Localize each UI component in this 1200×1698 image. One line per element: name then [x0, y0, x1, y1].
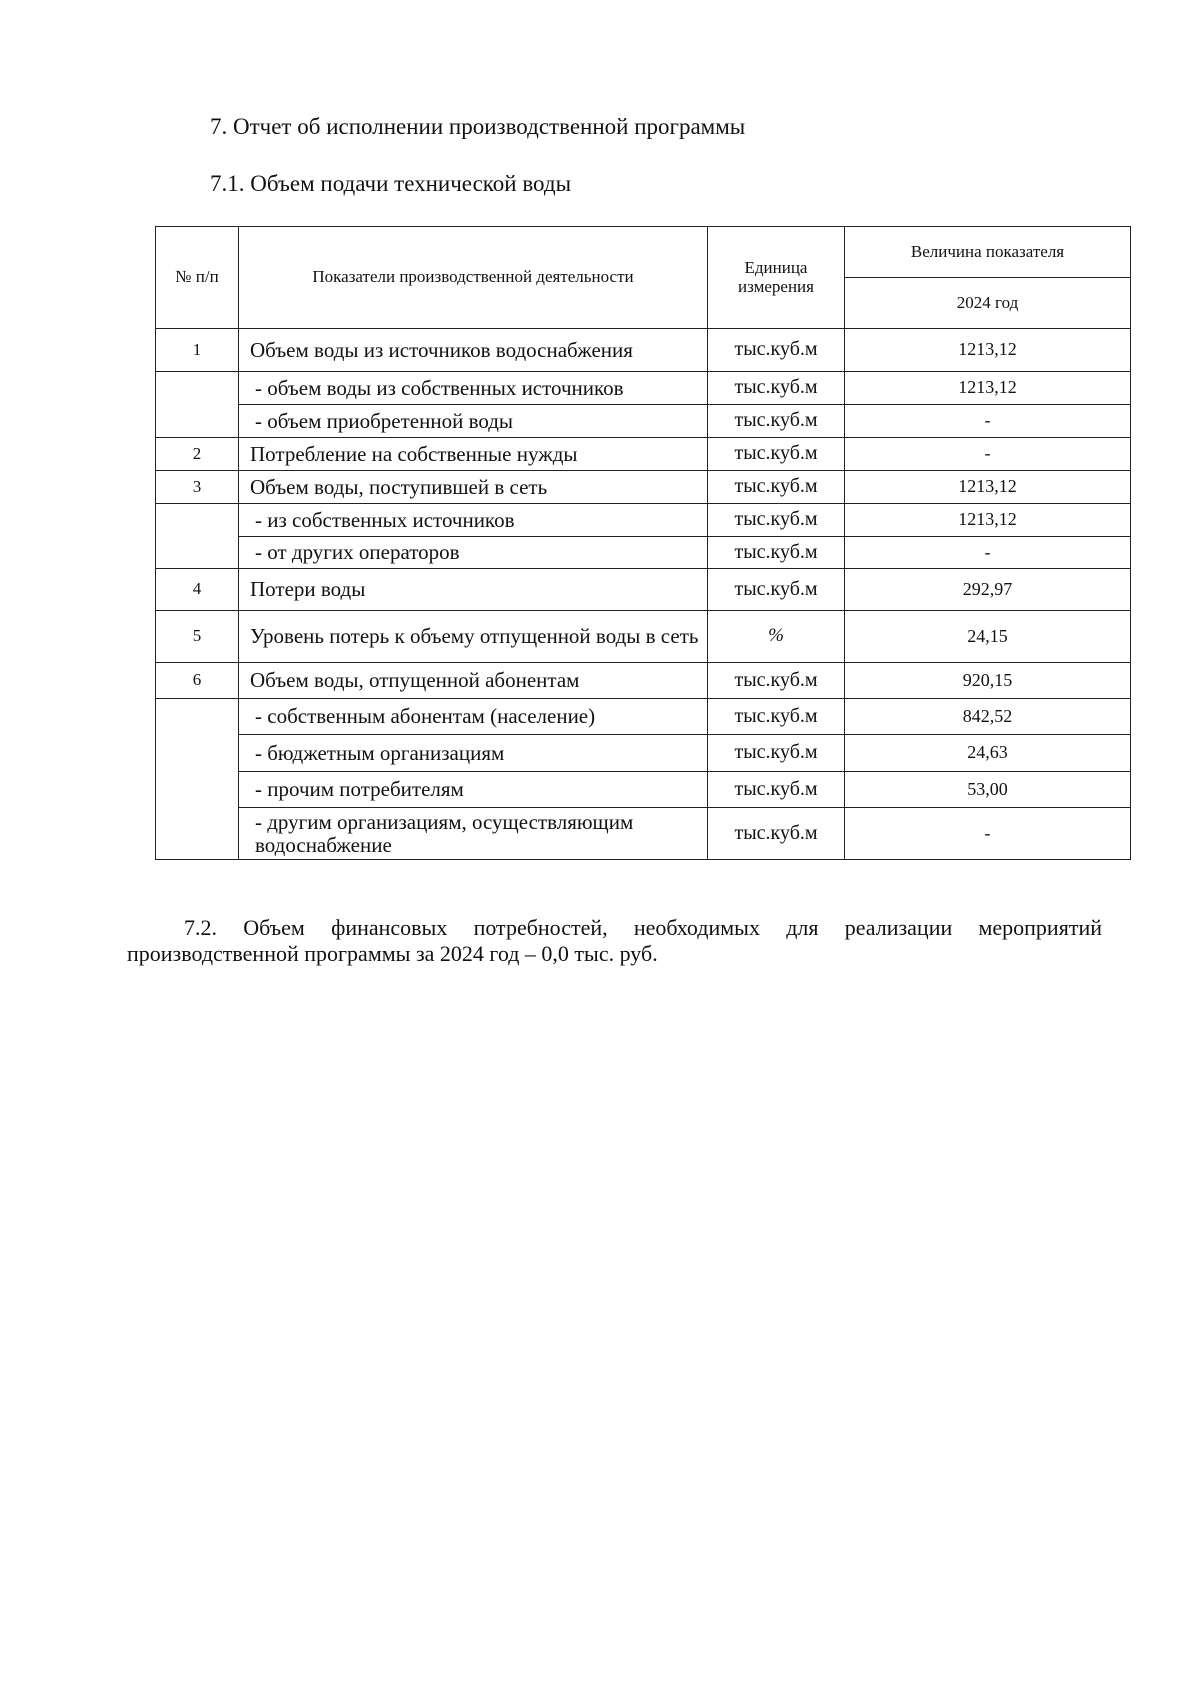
row-value: - [845, 405, 1131, 438]
row-unit: % [708, 611, 845, 663]
header-unit: Единица измерения [708, 227, 845, 329]
row-unit: тыс.куб.м [708, 372, 845, 405]
row-num-empty [156, 504, 239, 569]
row-num: 5 [156, 611, 239, 663]
table-row [156, 329, 1131, 372]
row-value: 53,00 [845, 772, 1131, 808]
row-unit: тыс.куб.м [708, 699, 845, 735]
table-row [156, 663, 1131, 699]
row-value: 1213,12 [845, 372, 1131, 405]
table-row [156, 611, 1131, 663]
financial-needs-paragraph: 7.2. Объем финансовых потребностей, необходимых для реализации мероприятий производственной программы за 2024 год – 0,0 тыс. руб. [127, 915, 1102, 966]
row-indicator: Объем воды, отпущенной абонентам [239, 663, 708, 699]
row-indicator: - объем приобретенной воды [239, 405, 708, 438]
table-row [156, 537, 1131, 569]
row-indicator: - бюджетным организациям [239, 735, 708, 772]
table-row [156, 735, 1131, 772]
water-supply-table [155, 226, 1131, 860]
header-value: Величина показателя [845, 227, 1131, 278]
table-row [156, 504, 1131, 537]
row-value: - [845, 808, 1131, 860]
row-indicator: - объем воды из собственных источников [239, 372, 708, 405]
row-num: 4 [156, 569, 239, 611]
header-indicator: Показатели производственной деятельности [239, 227, 708, 329]
row-indicator: Уровень потерь к объему отпущенной воды в сеть [239, 611, 708, 663]
row-indicator: - от других операторов [239, 537, 708, 569]
row-num: 1 [156, 329, 239, 372]
table-row [156, 772, 1131, 808]
row-indicator: - другим организациям, осуществляющим водоснабжение [239, 808, 708, 860]
table-row [156, 438, 1131, 471]
row-value: 1213,12 [845, 329, 1131, 372]
row-unit: тыс.куб.м [708, 329, 845, 372]
row-value: 920,15 [845, 663, 1131, 699]
row-unit: тыс.куб.м [708, 537, 845, 569]
table-row [156, 405, 1131, 438]
row-value: 24,63 [845, 735, 1131, 772]
row-value: 842,52 [845, 699, 1131, 735]
row-indicator: Объем воды из источников водоснабжения [239, 329, 708, 372]
row-num: 6 [156, 663, 239, 699]
row-unit: тыс.куб.м [708, 735, 845, 772]
row-num: 2 [156, 438, 239, 471]
header-num: № п/п [156, 227, 239, 329]
row-unit: тыс.куб.м [708, 504, 845, 537]
row-value: 292,97 [845, 569, 1131, 611]
row-value: 24,15 [845, 611, 1131, 663]
row-unit: тыс.куб.м [708, 772, 845, 808]
table-row [156, 372, 1131, 405]
table-row [156, 808, 1131, 860]
row-num-empty [156, 699, 239, 860]
row-indicator: Потери воды [239, 569, 708, 611]
row-value: 1213,12 [845, 471, 1131, 504]
row-unit: тыс.куб.м [708, 569, 845, 611]
row-unit: тыс.куб.м [708, 471, 845, 504]
table-row [156, 471, 1131, 504]
row-unit: тыс.куб.м [708, 405, 845, 438]
table-row [156, 569, 1131, 611]
subsection-title: 7.1. Объем подачи технической воды [210, 171, 572, 196]
row-indicator: Объем воды, поступившей в сеть [239, 471, 708, 504]
row-unit: тыс.куб.м [708, 808, 845, 860]
section-title: 7. Отчет об исполнении производственной программы [210, 114, 746, 139]
row-unit: тыс.куб.м [708, 663, 845, 699]
row-indicator: - собственным абонентам (население) [239, 699, 708, 735]
row-indicator: Потребление на собственные нужды [239, 438, 708, 471]
header-year: 2024 год [845, 278, 1131, 329]
row-indicator: - из собственных источников [239, 504, 708, 537]
row-indicator: - прочим потребителям [239, 772, 708, 808]
row-num: 3 [156, 471, 239, 504]
row-value: - [845, 537, 1131, 569]
row-unit: тыс.куб.м [708, 438, 845, 471]
row-value: - [845, 438, 1131, 471]
row-value: 1213,12 [845, 504, 1131, 537]
table-row [156, 699, 1131, 735]
row-num-empty [156, 372, 239, 438]
